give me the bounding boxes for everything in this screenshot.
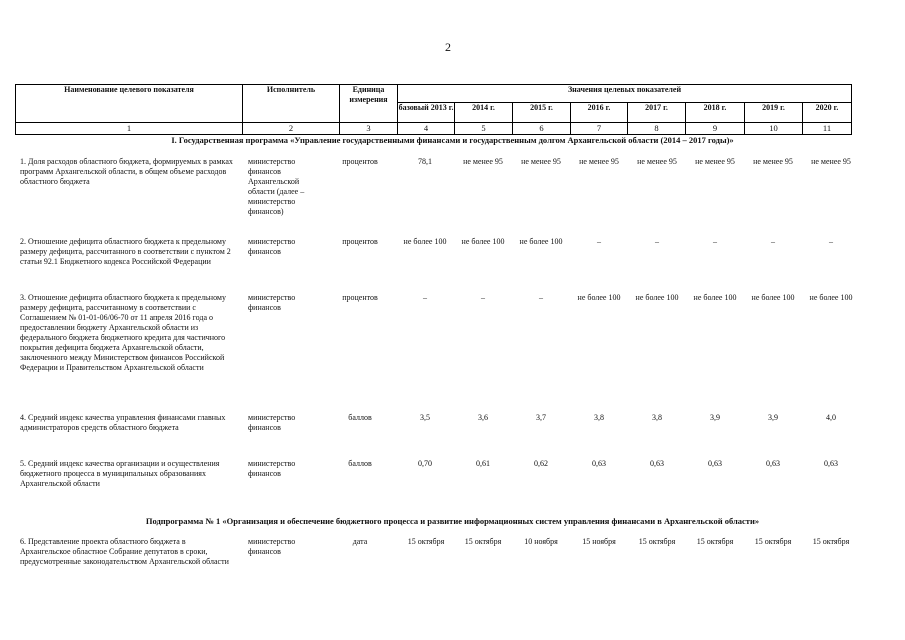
column-number: 7 [571,123,628,135]
indicator-value: 3,9 [768,413,778,422]
header-year: базовый 2013 г. [398,103,455,123]
indicator-value: – [423,293,427,302]
indicator-value: не менее 95 [637,157,677,166]
indicator-value: не менее 95 [579,157,619,166]
indicator-value: 3,7 [536,413,546,422]
header-year: 2015 г. [513,103,571,123]
indicator-value: 0,63 [650,459,664,468]
header-indicator-name: Наименование целевого показателя [16,85,243,123]
indicator-value: не менее 95 [463,157,503,166]
indicator-value: не более 100 [461,237,505,246]
indicator-value: 15 октября [696,537,734,546]
indicator-value: 3,5 [420,413,430,422]
indicator-name: 1. Доля расходов областного бюджета, формируемых в рамках программ Архангельской области, в общем объеме расходов областного бюджета [20,157,233,186]
indicator-value: 10 ноября [524,537,558,546]
indicator-value: не более 100 [693,293,737,302]
indicator-value: 15 октября [812,537,850,546]
header-year: 2016 г. [571,103,628,123]
column-number: 4 [398,123,455,135]
indicator-executor: министерство финансов [248,537,296,556]
column-number: 9 [686,123,745,135]
header-year: 2020 г. [803,103,852,123]
header-year: 2014 г. [455,103,513,123]
indicator-value: 3,8 [594,413,604,422]
indicator-unit: дата [352,537,368,546]
indicator-executor: министерство финансов [248,459,296,478]
indicator-value: 0,63 [766,459,780,468]
header-year: 2018 г. [686,103,745,123]
indicator-value: не более 100 [751,293,795,302]
indicator-unit: баллов [348,459,372,468]
indicator-value: 0,63 [592,459,606,468]
indicator-value: не более 100 [403,237,447,246]
indicator-value: не менее 95 [695,157,735,166]
indicator-value: 0,63 [824,459,838,468]
indicator-value: 3,9 [710,413,720,422]
header-unit: Единица измерения [340,85,398,123]
indicator-value: не более 100 [577,293,621,302]
indicator-value: 0,62 [534,459,548,468]
indicator-value: – [713,237,717,246]
indicator-value: 0,70 [418,459,432,468]
column-number: 6 [513,123,571,135]
column-number: 2 [243,123,340,135]
column-number: 10 [745,123,803,135]
indicator-value: не менее 95 [753,157,793,166]
header-executor: Исполнитель [243,85,340,123]
indicator-name: 4. Средний индекс качества управления финансами главных администраторов средств областного бюджета [20,413,226,432]
indicator-value: не менее 95 [811,157,851,166]
indicator-executor: министерство финансов Архангельской области (далее – министерство финансов) [248,157,305,216]
subprogram-title: Подпрограмма № 1 «Организация и обеспечение бюджетного процесса и развитие информационных систем управления финансами в Архангельской области» [145,516,760,526]
indicator-name: 5. Средний индекс качества организации и осуществления бюджетного процесса в муниципальных образованиях Архангельской области [20,459,220,488]
indicator-value: 3,6 [478,413,488,422]
indicator-value: 15 октября [464,537,502,546]
indicator-value: – [829,237,833,246]
indicator-value: – [597,237,601,246]
indicators-table-header [15,84,852,135]
indicator-unit: процентов [342,157,378,166]
indicator-name: 6. Представление проекта областного бюджета в Архангельское областное Собрание депутатов в сроки, предусмотренные законодательством Архангельской области [20,537,229,566]
indicator-unit: баллов [348,413,372,422]
column-number: 5 [455,123,513,135]
indicator-name: 2. Отношение дефицита областного бюджета к предельному размеру дефицита, рассчитанного в соответствии с пунктом 2 статьи 92.1 Бюджетного кодекса Российской Федерации [20,237,231,266]
indicator-unit: процентов [342,293,378,302]
indicator-value: – [771,237,775,246]
indicator-value: 15 октября [407,537,445,546]
column-number: 3 [340,123,398,135]
indicator-value: 0,63 [708,459,722,468]
indicator-name: 3. Отношение дефицита областного бюджета к предельному размеру дефицита, рассчитанному в соответствии с Соглашением № 01-01-06/06-70 от 11 апреля 2016 года о предоставлении бюджету Архангельской области из федерального бюджета бюджетного кредита для частичного покрытия дефицита бюджета Архангельской области, заключенного между Министерством финансов Российской Федерации и Правительством Архангельской области [20,293,226,372]
header-target-values: Значения целевых показателей [398,85,852,103]
indicator-executor: министерство финансов [248,237,296,256]
indicator-value: – [655,237,659,246]
indicator-value: 3,8 [652,413,662,422]
page-number: 2 [445,40,451,54]
indicator-value: 15 ноября [582,537,616,546]
indicator-value: 4,0 [826,413,836,422]
column-number: 1 [16,123,243,135]
column-number: 11 [803,123,852,135]
indicator-executor: министерство финансов [248,293,296,312]
indicator-value: не более 100 [809,293,853,302]
indicator-value: не более 100 [519,237,563,246]
column-number: 8 [628,123,686,135]
indicator-value: 15 октября [638,537,676,546]
header-year: 2017 г. [628,103,686,123]
indicator-value: не более 100 [635,293,679,302]
indicator-value: – [539,293,543,302]
indicator-value: 0,61 [476,459,490,468]
indicator-value: 15 октября [754,537,792,546]
indicator-executor: министерство финансов [248,413,296,432]
header-year: 2019 г. [745,103,803,123]
indicator-unit: процентов [342,237,378,246]
indicator-value: не менее 95 [521,157,561,166]
section-title: I. Государственная программа «Управление государственными финансами и государственным долгом Архангельской области (2014 – 2017 годы)» [171,135,734,145]
indicator-value: – [481,293,485,302]
indicator-value: 78,1 [418,157,432,166]
